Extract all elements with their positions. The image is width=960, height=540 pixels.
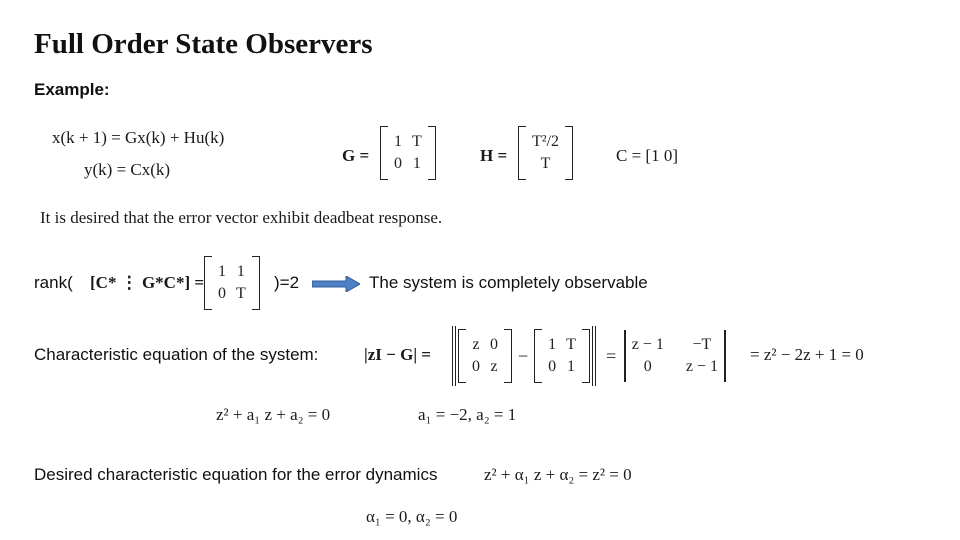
matrix-cell: 0 bbox=[218, 285, 226, 302]
left-bracket bbox=[380, 126, 388, 180]
right-bracket bbox=[565, 126, 573, 180]
right-bracket bbox=[252, 256, 260, 310]
left-bracket bbox=[458, 329, 466, 383]
char-eq-lhs: |zI − G| = bbox=[364, 345, 431, 364]
matrix-cell: 1 bbox=[548, 336, 557, 353]
desired-coefficients: α₁ = 0, α₂ = 0 bbox=[366, 507, 458, 526]
state-equation: x(k + 1) = Gx(k) + Hu(k) bbox=[52, 128, 225, 147]
matrix-cell: 1 bbox=[218, 263, 226, 280]
c-matrix: C = [1 0] bbox=[616, 146, 678, 165]
matrix-cell: T bbox=[412, 133, 422, 150]
matrix-cell: T²/2 bbox=[532, 133, 560, 150]
left-bracket bbox=[204, 256, 212, 310]
matrix-cell: 1 bbox=[394, 133, 402, 150]
right-arrow-icon bbox=[312, 276, 360, 292]
matrix-cell: 0 bbox=[490, 336, 498, 353]
deadbeat-statement: It is desired that the error vector exhibit deadbeat response. bbox=[40, 208, 443, 227]
char-eq-result: = z² − 2z + 1 = 0 bbox=[750, 345, 864, 364]
matrix-cell: z − 1 bbox=[685, 358, 718, 375]
determinant-bar bbox=[592, 326, 596, 386]
h-matrix bbox=[518, 126, 573, 180]
determinant-bar bbox=[724, 330, 726, 382]
left-bracket bbox=[534, 329, 542, 383]
matrix-cell: T bbox=[236, 285, 246, 302]
matrix-cell: z bbox=[472, 336, 480, 353]
right-bracket bbox=[582, 329, 590, 383]
desired-eq-label: Desired characteristic equation for the error dynamics bbox=[34, 465, 438, 484]
matrix-cell: 1 bbox=[236, 263, 245, 280]
matrix-cell: T bbox=[566, 336, 576, 353]
matrix-cell: 1 bbox=[567, 358, 576, 375]
matrix-cell: 0 bbox=[548, 358, 557, 375]
g-matrix-label: G = bbox=[342, 146, 370, 165]
desired-equation: z² + α₁ z + α₂ = z² = 0 bbox=[484, 465, 632, 484]
rank-prefix: rank( bbox=[34, 273, 73, 292]
determinant-bar bbox=[452, 326, 456, 386]
char-eq-difference bbox=[450, 326, 726, 386]
matrix-cell: −T bbox=[692, 336, 712, 353]
matrix-cell: T bbox=[540, 155, 551, 172]
equals-sign: = bbox=[605, 345, 617, 366]
rank-suffix: )=2 bbox=[274, 273, 300, 292]
minus-sign: − bbox=[518, 345, 529, 366]
observable-statement: The system is completely observable bbox=[369, 273, 648, 292]
char-eq-label: Characteristic equation of the system: bbox=[34, 345, 319, 364]
matrix-cell: z bbox=[490, 358, 498, 375]
h-matrix-label: H = bbox=[480, 146, 508, 165]
example-label: Example: bbox=[34, 80, 110, 99]
observability-matrix bbox=[204, 256, 260, 310]
page-title: Full Order State Observers bbox=[34, 28, 373, 60]
right-bracket bbox=[504, 329, 512, 383]
polynomial-coefficients: a₁ = −2, a₂ = 1 bbox=[418, 405, 517, 424]
matrix-cell: 0 bbox=[643, 358, 652, 375]
matrix-cell: z − 1 bbox=[631, 336, 664, 353]
g-matrix bbox=[380, 126, 436, 180]
observability-matrix-label: [C* ⋮ G*C*] = bbox=[90, 273, 205, 292]
matrix-cell: 0 bbox=[394, 155, 402, 172]
matrix-cell: 0 bbox=[472, 358, 480, 375]
right-bracket bbox=[428, 126, 436, 180]
output-equation: y(k) = Cx(k) bbox=[84, 160, 171, 179]
general-polynomial: z² + a₁ z + a₂ = 0 bbox=[216, 405, 331, 424]
matrix-cell: 1 bbox=[412, 155, 421, 172]
left-bracket bbox=[518, 126, 526, 180]
